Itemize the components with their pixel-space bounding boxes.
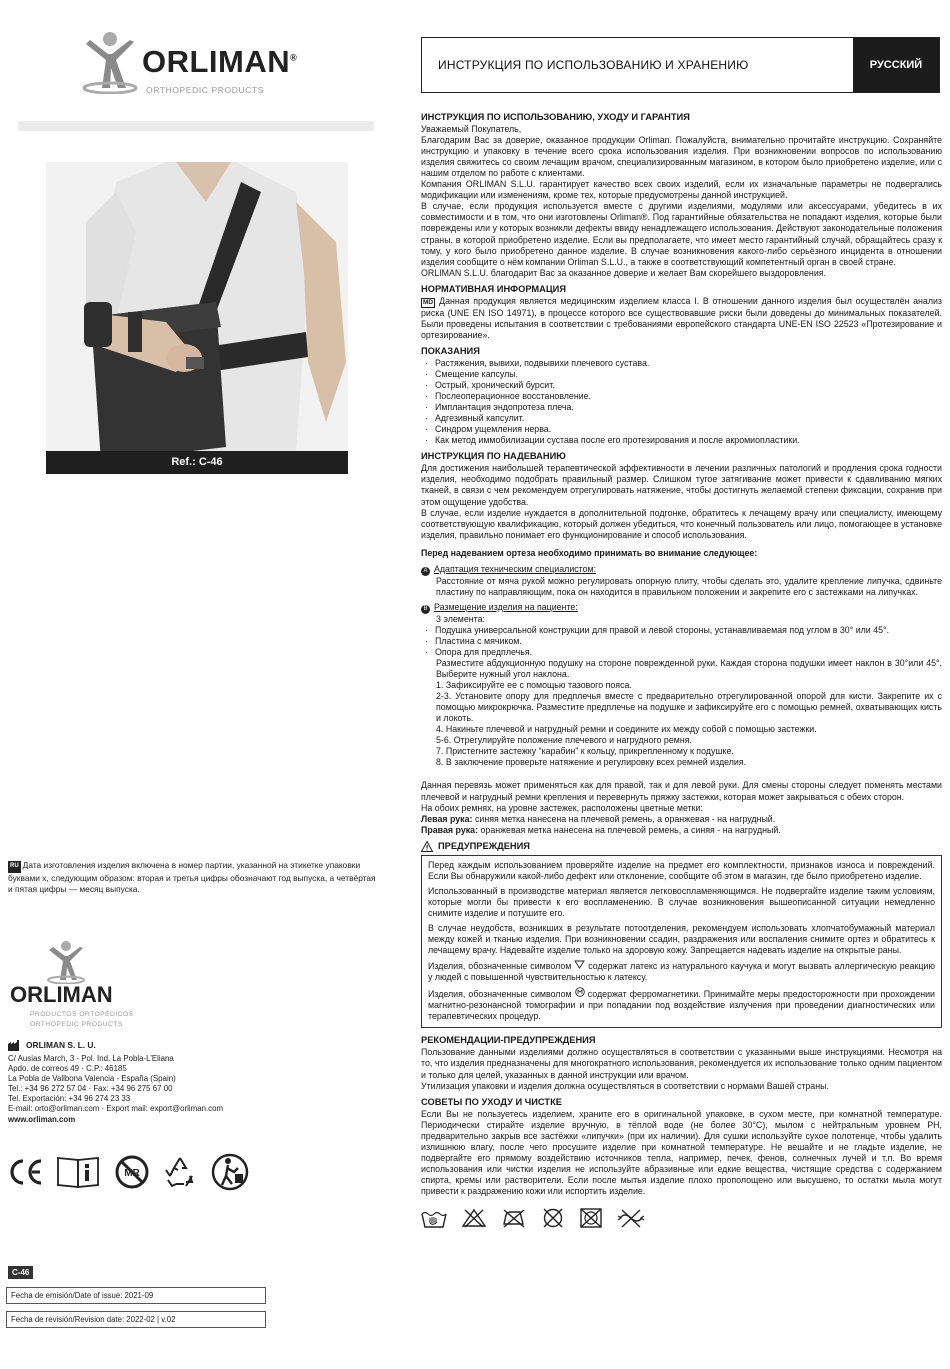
mr-unsafe-icon (114, 1154, 150, 1190)
paragraph: На обоих ремнях, на уровне застежек, расположены цветные метки: (421, 802, 703, 813)
address-line: Tel. Exportación: +34 96 274 23 33 (8, 1094, 131, 1104)
language-badge: RU (8, 861, 21, 873)
hand-wash-30-icon (421, 1208, 447, 1228)
brand-subtitle: ORTHOPEDIC PRODUCTS (30, 1021, 123, 1028)
list-item: · Послеоперационное восстановление. (421, 391, 942, 402)
ferromagnetic-icon (575, 987, 585, 997)
section-title: ПОКАЗАНИЯ (421, 345, 480, 356)
company-address (8, 1040, 338, 1125)
paragraph: Перед надеванием ортеза необходимо принимать во внимание следующее: (421, 547, 758, 558)
list-item: · Острый, хронический бурсит. (421, 380, 942, 391)
step: 1. Зафиксируйте ее с помощью тазового пояса. (436, 680, 632, 691)
brand-name: ORLIMAN (10, 982, 113, 1007)
step-a-title: A Адаптация техническим специалистом: (421, 564, 942, 576)
no-bleach-icon (461, 1208, 487, 1228)
paragraph: Компания ORLIMAN S.L.U. гарантирует качество всех своих изделий, если их изначальные параметры не подвергались модификации или изменениям, кроме тех, которые предусмотрены данной инструкцией. (421, 179, 942, 201)
paragraph: Уважаемый Покупатель, (421, 124, 522, 135)
latex-icon (574, 960, 585, 969)
brand-name: ORLIMAN® (142, 44, 298, 79)
step-b-title: B Размещение изделия на пациенте: (421, 602, 942, 614)
no-dry-clean-icon (541, 1207, 565, 1229)
paragraph: Правая рука: оранжевая метка нанесена на плечевой ремень, а синяя - на нагрудный. (421, 824, 781, 835)
list-item: · Имплантация эндопротеза плеча. (421, 402, 942, 413)
instructions-text (421, 112, 942, 1229)
decorative-strip (18, 121, 374, 131)
paragraph: MD Данная продукция является медицинским изделием класса I. В отношении данного изделия был осуществлён анализ риска (UNE EN ISO 14971), в процессе которого все существовавшие риски были доведены до минимальных показателей. Были проведены испытания в соответствии с требованиями европейского стандарта UNE-EN ISO 22523 «Протезирование и ортезирование». (421, 295, 942, 340)
brand-subtitle-es: PRODUCTOS ORTOPÉDICOS (30, 1011, 134, 1018)
paragraph: В случае неудобств, возникших в результате потоотделения, рекомендуем использовать хлопчатобумажный материал между кожей и тканью изделия. При возникновении ссадин, раздражения или воспаления снимите ортез и обратитесь к лечащему врачу. Надевайте изделие только на здоровую кожу. Запрещается надевать изделие на открытые раны. (428, 923, 935, 956)
paragraph: Для достижения наибольшей терапевтической эффективности в лечении различных патологий и продления срока годности изделия, необходимо подобрать правильный размер. Слишком тугое затягивание может привести к сдавливанию мягких тканей, в связи с чем рекомендуем отрегулировать натяжение, чтобы достигнуть желаемой степени фиксации, сохранив при этом ощущение удобства. (421, 463, 942, 507)
step-marker-b: B (421, 605, 430, 614)
warnings-box (421, 855, 942, 1029)
paragraph: В случае, если изделие нуждается в дополнительной подгонке, обратитесь к лечащему врачу или специалисту, имеющему соответствующую квалификацию, который должен убедиться, что конечный пользователь или лицо, помогающее в установке изделия, правильно понимает его функционирование и способ использования. (421, 507, 942, 540)
language-tab: РУССКИЙ (853, 38, 939, 92)
address-line: E-mail: orto@orliman.com · Export mail: export@orliman.com (8, 1104, 224, 1114)
section-title: ИНСТРУКЦИЯ ПО ИСПОЛЬЗОВАНИЮ, УХОДУ И ГАРАНТИЯ (421, 112, 690, 122)
paragraph: Перед каждым использованием проверяйте изделие на предмет его комплектности, признаков износа и повреждений. Если Вы обнаружили какой-либо дефект или отклонение, сообщите об этом в магазин, где было приобретено изделие. (428, 859, 935, 881)
brand-subtitle: ORTHOPEDIC PRODUCTS (146, 85, 264, 95)
product-photo (46, 162, 348, 474)
paragraph: Изделия, обозначенные символом содержат латекс из натурального каучука и могут вызвать аллергическую реакцию у людей с повышенной чувствительностью к латексу. (428, 961, 935, 983)
website-link[interactable]: www.orliman.com (8, 1114, 76, 1124)
regulatory-symbols (8, 1150, 278, 1194)
warning-icon (421, 841, 433, 852)
svg-text:MR: MR (124, 1168, 140, 1179)
step: 2-3. Установите опору для предплечья вместе с предварительно отрегулированной опорой для кисти. Закрепите их с помощью микрокрючка. Разместите предплечье на подушке и зафиксируйте его с помощью ремней, охватывающих кисть и локоть. (436, 691, 942, 724)
recycle-icon (162, 1154, 198, 1190)
ce-mark-icon (8, 1157, 44, 1187)
paragraph: 3 элемента: (436, 613, 485, 624)
step: 4. Накиньте плечевой и нагрудный ремни и соедините их между собой с помощью застежки. (436, 724, 817, 735)
manufacturer-icon (8, 1040, 22, 1051)
reference-label: C-46 (8, 1266, 33, 1279)
paragraph: Пользование данными изделиями должно осуществляться в соответствии с указанными выше инструкциями. Несмотря на то, что изделия предназначены для многократного использования, рекомендуется их использование только одним пациентом и только для целей, указанных в данной инструкции или врачом. (421, 1047, 942, 1080)
address-line: La Pobla de Vallbona Valencia - España (Spain) (8, 1074, 176, 1084)
paragraph: Разместите абдукционную подушку на стороне поврежденной руки. Каждая сторона подушки имеет наклон в 30°или 45°. Выберите нужный угол наклона. (436, 658, 942, 680)
address-line: Apdo. de correos 49 · C.P.: 46185 (8, 1064, 127, 1074)
list-item: · Подушка универсальной конструкции для правой и левой стороны, устанавливаемая под углом в 30° или 45°. (421, 625, 942, 636)
section-title: ИНСТРУКЦИЯ ПО НАДЕВАНИЮ (421, 451, 566, 462)
revision-date: Fecha de revisión/Revision date: 2022-02 | v.02 (6, 1311, 266, 1328)
no-wring-icon (617, 1208, 645, 1228)
paragraph: В случае, если продукция используется вместе с другими изделиями, модулями или аксессуарами, убедитесь в их совместимости и в том, что они изготовлены Orliman®. Под гарантийные обязательства не попадают изделия, которые были повреждены или у которых возникли дефекты ввиду ненадлежащего использования. Действуют законодательные положения страны, в которой приобретено изделие. Если вы предполагаете, что имеет место гарантийный случай, обращайтесь сразу к тому, у кого было приобретено данное изделие. В случае возникновения какого-либо серьёзного инцидента в отношении изделия сообщите о нём компании Orliman S.L.U., а также в соответствующий компетентный орган в своей стране. (421, 201, 942, 267)
no-tumble-dry-icon (579, 1207, 603, 1229)
paragraph: Расстояние от мяча рукой можно регулировать опорную плиту, чтобы сделать это, удалите крепление липучка, сдвиньте пластину по направляющим, пока он находится в правильном положении и закрепите его с застежками на липучках. (436, 575, 942, 597)
brand-logo-secondary (8, 940, 168, 1040)
address-line: C/ Ausias March, 3 - Pol. Ind. La Pobla-L’Eliana (8, 1054, 174, 1063)
list-item: · Адгезивный капсулит. (421, 413, 942, 424)
paragraph: Левая рука: синяя метка нанесена на плечевой ремень, а оранжевая - на нагрудный. (421, 813, 776, 824)
paragraph: ORLIMAN S.L.U. благодарит Вас за оказанное доверие и желает Вам скорейшего выздоровления. (421, 267, 827, 278)
section-title: СОВЕТЫ ПО УХОДУ И ЧИСТКЕ (421, 1096, 562, 1107)
paragraph: Использованный в производстве материал является легковоспламеняющимся. Не подвергайте изделие таким условиям, которые могли бы привести к его воспламенению. В случае возникновения вышеописанной ситуации немедленно снимите изделие и потушите его. (428, 885, 935, 918)
page-header (421, 37, 940, 93)
list-item: · Пластина с мячиком. (421, 636, 942, 647)
orliman-figure-icon (46, 940, 86, 984)
instructions-icon (56, 1155, 102, 1189)
step: 7. Пристегните застежку “карабин” к кольцу, прикрепленному к подушке. (436, 746, 734, 757)
section-title: ПРЕДУПРЕЖДЕНИЯ (421, 841, 942, 852)
brand-logo (80, 26, 310, 98)
step-marker-a: A (421, 567, 430, 576)
md-symbol: MD (423, 298, 434, 306)
address-line: Tel.: +34 96 272 57 04 · Fax: +34 96 275 67 00 (8, 1084, 173, 1094)
paragraph: Если Вы не пользуетесь изделием, храните его в оригинальной упаковке, в сухом месте, при комнатной температуре. Периодически стирайте изделие вручную, в тёплой воде (не более 30°С), мылом с нейтральным уровнем РН, предварительно закрыв все застёжки «липучки» (при их наличии). Для сушки используйте сухое полотенце, чтобы удалить излишнюю влагу, после чего просушите изделие при комнатной температуре. Не вешайте и не гладьте изделие, не подвергайте его прямому воздействию источников тепла, например, печек, фенов, солнечных лучей и т.п. Во время использования или чистки изделия не используйте абразивные или едкие вещества, чистящие средства с содержанием спирта, кремы или растворители. Если после мытья изделие плохо прополощено или высушено, то остатки мыла могут привести к раздражению кожи или испортить изделие. (421, 1108, 942, 1196)
paragraph: Изделия, обозначенные символом содержат ферромагнетики. Принимайте меры предосторожности при прохождении магнитно-резонансной томографии и при попадании под воздействие излучения при проведении диагностических или терапевтических процедур. (428, 989, 935, 1022)
company-name: ORLIMAN S. L. U. (26, 1040, 96, 1051)
section-title: НОРМАТИВНАЯ ИНФОРМАЦИЯ (421, 283, 567, 294)
disposal-icon (210, 1152, 250, 1192)
no-iron-icon (501, 1208, 527, 1228)
list-item: · Растяжения, вывихи, подвывихи плечевого сустава. (421, 358, 942, 369)
list-item: · Смещение капсулы. (421, 369, 942, 380)
paragraph: Данная перевязь может применяться как для правой, так и для левой руки. Для смены стороны следует поменять местами плечевой и нагрудный ремни крепления и перевернуть пряжку застежки, которая может закрываться с обеих сторон. (421, 780, 942, 802)
orliman-figure-icon (80, 30, 140, 94)
issue-date: Fecha de emisión/Date of issue: 2021-09 (6, 1287, 266, 1304)
list-item: · Как метод иммобилизации сустава после его протезирования и после акромиопластики. (421, 435, 942, 446)
list-item: · Синдром ущемления нерва. (421, 424, 942, 435)
paragraph: Утилизация упаковки и изделия должна осуществляться в соответствии с нормами Вашей страны. (421, 1080, 829, 1091)
photo-caption: Ref.: C-46 (46, 451, 348, 474)
document-dates (6, 1287, 266, 1335)
page-title: ИНСТРУКЦИЯ ПО ИСПОЛЬЗОВАНИЮ И ХРАНЕНИЮ (438, 58, 749, 72)
step: 8. В заключение проверьте натяжение и регулировку всех ремней изделия. (436, 757, 747, 768)
lot-date-note: RU Дата изготовления изделия включена в номер партии, указанной на этикетке упаковки буквами x, следующим образом: вторая и третья цифры обозначают год выпуска, а четвёртая и пятая цифры — месяц выпуска. (8, 860, 376, 895)
section-title: РЕКОМЕНДАЦИИ-ПРЕДУПРЕЖДЕНИЯ (421, 1035, 596, 1046)
list-item: · Опора для предплечья. (421, 647, 942, 658)
step: 5-6. Отрегулируйте положение плечевого и нагрудного ремня. (436, 735, 692, 746)
care-symbols (421, 1207, 942, 1229)
paragraph: Благодарим Вас за доверие, оказанное продукции Orliman. Пожалуйста, внимательно прочитайте инструкцию. Сохраняйте инструкцию и упаковку в течение всего срока использования изделия. При возникновении вопросов по использованию изделия свяжитесь со своим лечащим врачом, специализированным магазином, в котором было приобретено изделие, или с нашим отделом по работе с клиентами. (421, 135, 942, 179)
